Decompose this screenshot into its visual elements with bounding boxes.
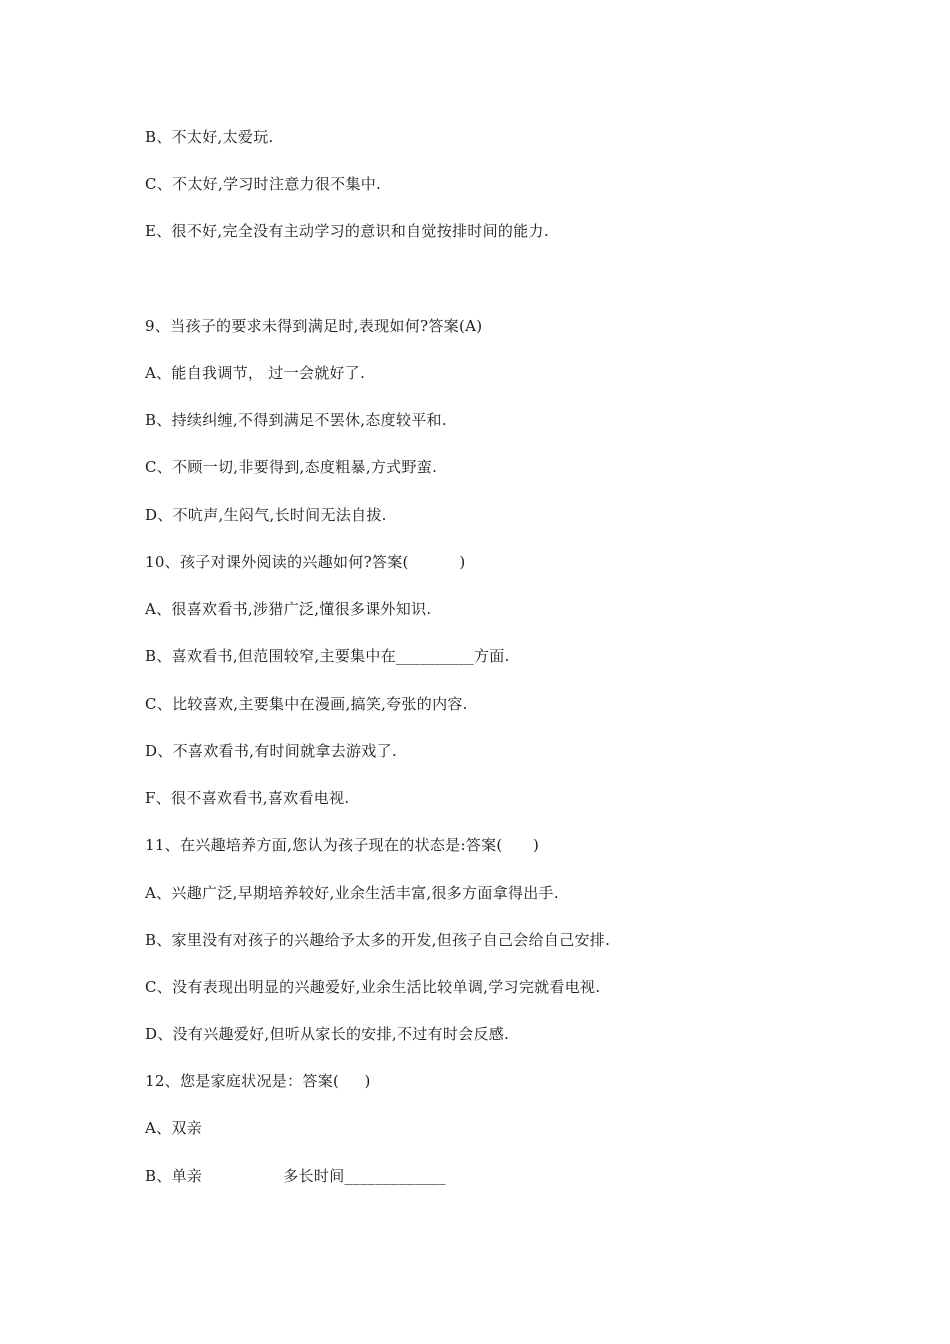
option-line: B、家里没有对孩子的兴趣给予太多的开发,但孩子自己会给自己安排. [145, 931, 611, 949]
option-line: C、不顾一切,非要得到,态度粗暴,方式野蛮. [145, 458, 438, 476]
option-line: E、很不好,完全没有主动学习的意识和自觉按排时间的能力. [145, 222, 549, 240]
option-line: A、双亲 [145, 1119, 203, 1137]
question-12: 12、您是家庭状况是：答案( ) [145, 1072, 371, 1090]
question-10: 10、孩子对课外阅读的兴趣如何?答案( ) [145, 553, 466, 571]
option-line: A、能自我调节， 过一会就好了. [145, 364, 366, 382]
option-line: C、不太好,学习时注意力很不集中. [145, 175, 382, 193]
question-11: 11、在兴趣培养方面,您认为孩子现在的状态是:答案( ) [145, 836, 540, 854]
option-line: A、兴趣广泛,早期培养较好,业余生活丰富,很多方面拿得出手. [145, 884, 559, 902]
question-9: 9、当孩子的要求未得到满足时,表现如何?答案(A) [145, 317, 483, 335]
option-line: B、单亲 多长时间_____________ [145, 1167, 446, 1185]
option-line: A、很喜欢看书,涉猎广泛,懂很多课外知识. [145, 600, 432, 618]
option-line: D、不吭声,生闷气,长时间无法自拔. [145, 506, 387, 524]
option-line: D、没有兴趣爱好,但听从家长的安排,不过有时会反感. [145, 1025, 510, 1043]
option-line: D、不喜欢看书,有时间就拿去游戏了. [145, 742, 397, 760]
option-line: B、持续纠缠,不得到满足不罢休,态度较平和. [145, 411, 447, 429]
option-line: B、喜欢看书,但范围较窄,主要集中在__________方面. [145, 647, 510, 665]
option-line: B、不太好,太爱玩. [145, 128, 274, 146]
option-line: C、没有表现出明显的兴趣爱好,业余生活比较单调,学习完就看电视. [145, 978, 601, 996]
option-line: F、很不喜欢看书,喜欢看电视. [145, 789, 350, 807]
option-line: C、比较喜欢,主要集中在漫画,搞笑,夸张的内容. [145, 695, 468, 713]
